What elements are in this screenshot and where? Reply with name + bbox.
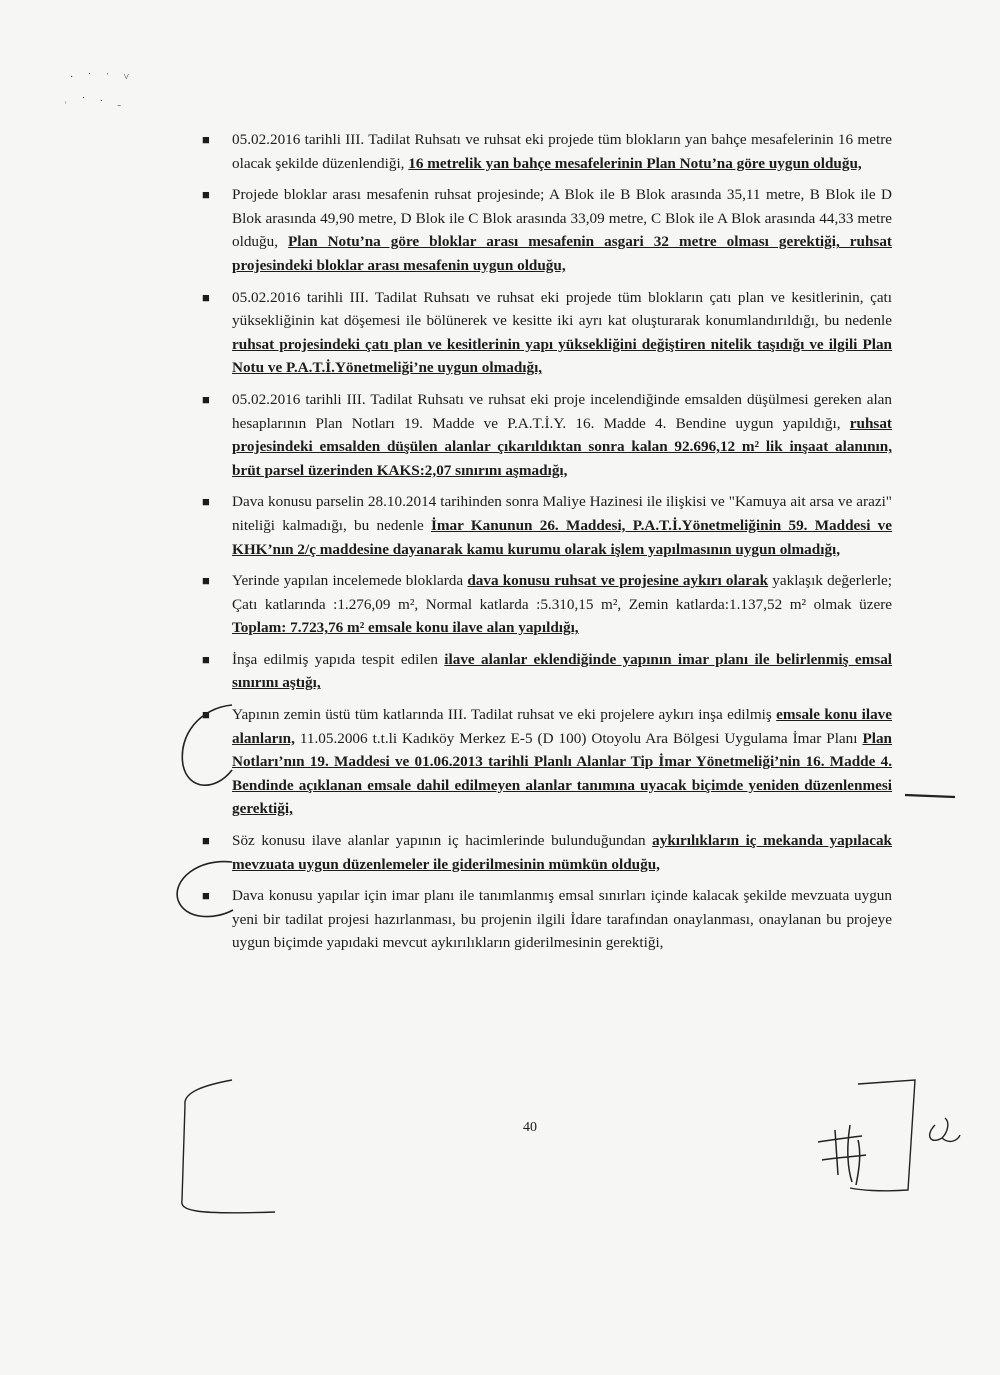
item-emphasis: İmar Kanunun 26. Maddesi, P.A.T.İ.Yönetmeliğinin 59. Maddesi ve KHK’nın 2/ç maddesine dayanarak kamu kurumu olarak işlem yapılmasının uygun olmadığı, <box>232 516 892 558</box>
list-item <box>202 703 892 821</box>
pen-bracket-mark <box>850 1080 915 1191</box>
item-text: 11.05.2006 t.t.li Kadıköy Merkez E-5 (D 100) Otoyolu Ara Bölgesi Uygulama İmar Planı <box>294 729 863 747</box>
bullet-icon: ■ <box>202 132 210 147</box>
item-text: yaklaşık değerlerle; Çatı katlarında :1.276,09 m², Normal katlarda :5.310,15 m², Zemin katlarda:1.137,52 m² olmak üzere <box>232 572 892 613</box>
list-item <box>202 648 892 695</box>
bullet-icon: ■ <box>202 187 210 203</box>
bullet-list <box>202 128 892 963</box>
item-text: Söz konusu ilave alanlar yapının iç hacimlerinde bulunduğundan <box>232 832 653 850</box>
list-item <box>202 388 892 482</box>
item-emphasis: dava konusu ruhsat ve projesine aykırı olarak <box>467 572 769 590</box>
bullet-icon: ■ <box>202 573 210 589</box>
item-text: Yapının zemin üstü tüm katlarında III. Tadilat ruhsat ve eki projelere aykırı inşa edilmiş <box>232 706 777 724</box>
item-emphasis: Plan Notu’na göre bloklar arası mesafenin asgari 32 metre olması gerektiği, ruhsat projesindeki bloklar arası mesafenin uygun olduğu, <box>232 233 892 274</box>
initial-mark <box>930 1118 960 1141</box>
bullet-icon: ■ <box>202 888 210 904</box>
item-emphasis: aykırılıkların iç mekanda yapılacak mevzuata uygun düzenlemeler ile giderilmesinin mümkün olduğu, <box>232 832 893 873</box>
bullet-icon: ■ <box>202 707 210 723</box>
item-text: Dava konusu yapılar için imar planı ile tanımlanmış emsal sınırları içinde kalacak şekilde mevzuata uygun yeni bir tadilat projesi hazırlanması, bu projenin ilgili İdare tarafından onaylanması, onaylanan bu projeye uygun biçimde yapıdaki mevcut aykırılıkların giderilmesinin gerektiği, <box>232 887 892 952</box>
bullet-icon: ■ <box>202 391 210 407</box>
signature-mark <box>818 1125 866 1185</box>
list-item <box>202 884 892 955</box>
item-emphasis: Plan Notları’nın 19. Maddesi ve 01.06.2013 tarihli Planlı Alanlar Tip İmar Yönetmeliği’nin 16. Madde 4. Bendinde açıklanan emsale dahil edilmeyen alanlar tanımına uyacak biçimde yeniden düzenlenmesi gerektiği, <box>232 729 892 818</box>
item-text: İnşa edilmiş yapıda tespit edilen <box>232 650 445 668</box>
item-emphasis: emsale konu ilave alanların, <box>232 706 892 747</box>
list-item <box>202 183 892 277</box>
bullet-icon: ■ <box>202 833 210 849</box>
scan-speck-marks: · ˙ ˈ ˅ <box>70 72 136 83</box>
bullet-icon: ■ <box>202 494 210 510</box>
bullet-icon: ■ <box>202 289 210 305</box>
page-number: 40 <box>523 1120 537 1135</box>
item-emphasis: ilave alanlar eklendiğinde yapının imar planı ile belirlenmiş emsal sınırını aştığı, <box>232 650 893 692</box>
item-text: Dava konusu parselin 28.10.2014 tarihinden sonra Maliye Hazinesi ile ilişkisi ve "Kamuya ait arsa ve arazi" niteliği kalmadığı, bu nedenle <box>232 493 892 534</box>
list-item <box>202 286 892 380</box>
list-item <box>202 569 892 640</box>
list-item <box>202 829 892 876</box>
pen-bracket-mark <box>182 1080 275 1213</box>
item-text: Projede bloklar arası mesafenin ruhsat projesinde; A Blok ile B Blok arasında 35,11 metre, B Blok ile D Blok arasında 49,90 metre, D Blok ile C Blok arasında 33,09 metre, C Blok ile A Blok arasında 44,33 metre olduğu, <box>232 186 892 251</box>
item-text: 05.02.2016 tarihli III. Tadilat Ruhsatı ve ruhsat eki projede tüm blokların yan bahçe mesafelerinin 16 metre olacak şekilde düzenlendiği, <box>232 131 892 172</box>
bullet-icon: ■ <box>202 651 210 667</box>
item-emphasis: ruhsat projesindeki çatı plan ve kesitlerinin yapı yüksekliğini değiştiren nitelik taşıdığı ve ilgili Plan Notu ve P.A.T.İ.Yönetmeliği’ne uygun olmadığı, <box>232 335 892 377</box>
item-text: Yerinde yapılan incelemede bloklarda <box>232 572 468 590</box>
list-item <box>202 128 892 175</box>
list-item <box>202 490 892 561</box>
item-emphasis: Toplam: 7.723,76 m² emsale konu ilave alan yapıldığı, <box>232 619 579 637</box>
pen-dash-mark <box>905 795 955 797</box>
scan-speck-marks-2: ˒ ˙ · ˍ <box>64 96 127 107</box>
item-text: 05.02.2016 tarihli III. Tadilat Ruhsatı ve ruhsat eki proje incelendiğinde emsalden düşülmesi gereken alan hesaplarının Plan Notları 19. Madde ve P.A.T.İ.Y. 16. Madde 4. Bendine uygun yapıldığı, <box>232 390 892 432</box>
item-text: 05.02.2016 tarihli III. Tadilat Ruhsatı ve ruhsat eki projede tüm blokların çatı plan ve kesitlerinin, çatı yüksekliğinin kat döşemesi ile bölünerek ve kesitte iki ayrı kat oluşturarak konumlandırıldığı, bu nedenle <box>232 288 892 330</box>
item-emphasis: 16 metrelik yan bahçe mesafelerinin Plan Notu’na göre uygun olduğu, <box>408 154 862 172</box>
item-emphasis: ruhsat projesindeki emsalden düşülen alanlar çıkarıldıktan sonra kalan 92.696,12 m² lik inşaat alanının, brüt parsel üzerinden KAKS:2,07 sınırını aşmadığı, <box>232 414 892 479</box>
